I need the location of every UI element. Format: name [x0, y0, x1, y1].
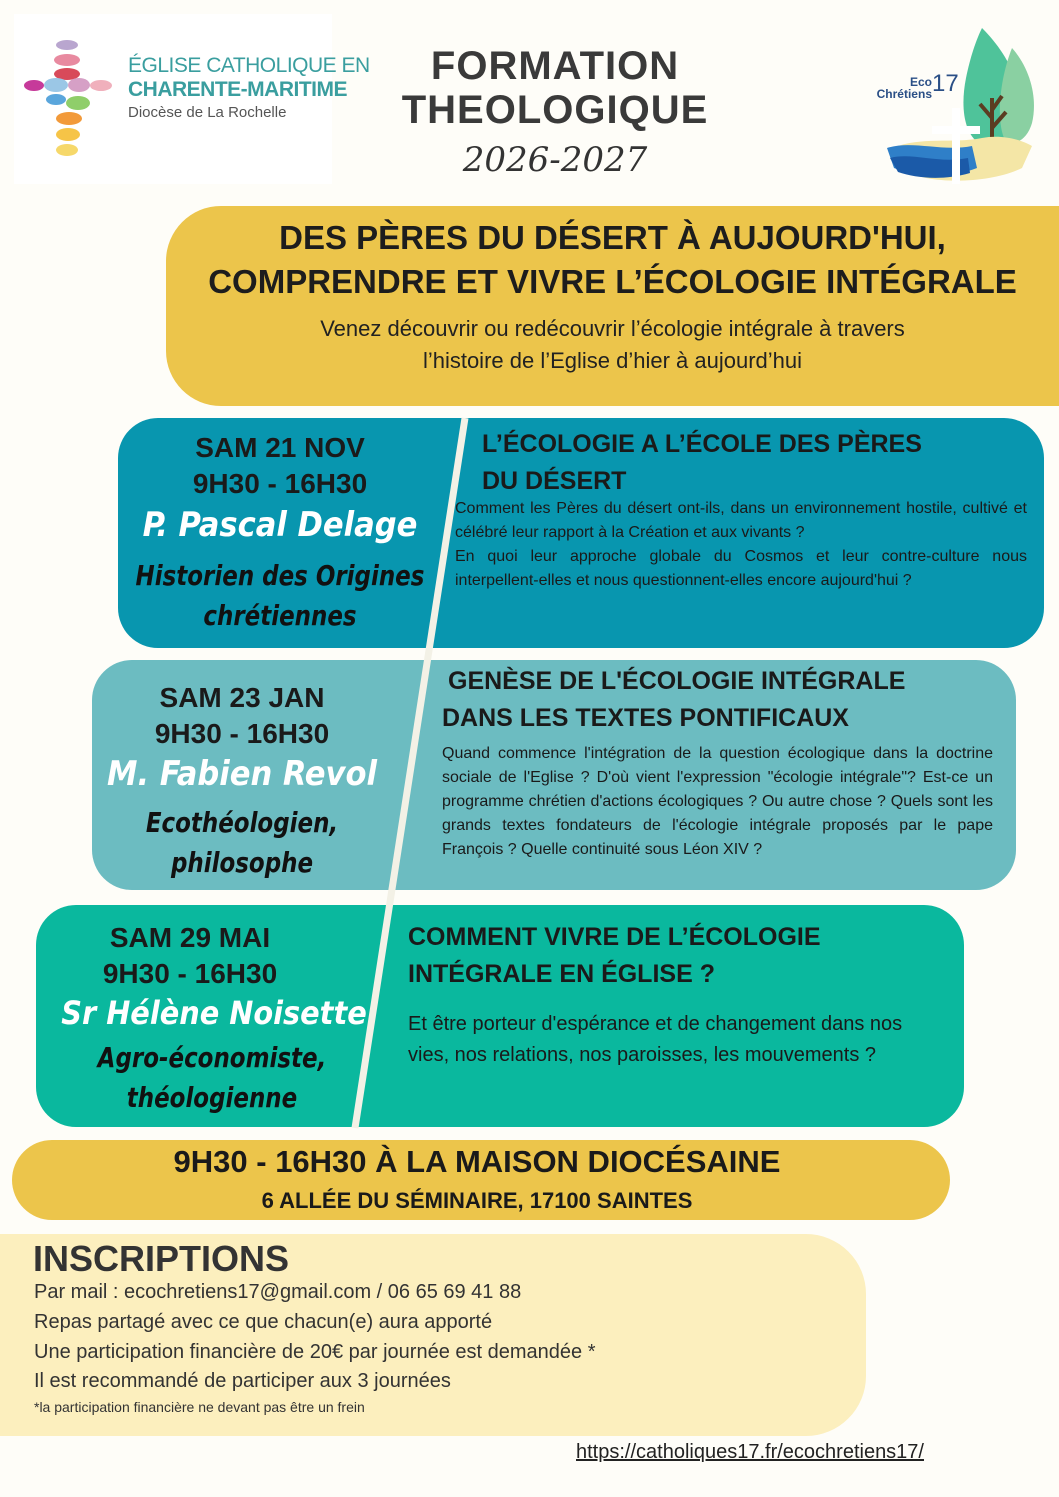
- session-3-day: SAM 29 MAI: [109, 922, 271, 953]
- session-1-description-p1: Comment les Pères du désert ont-ils, dans un environnement hostile, cultivé et célébré leur rapport à la Création et aux vivants ?: [455, 500, 1027, 541]
- inscriptions-footnote: *la participation financière ne devant pas être un frein: [34, 1399, 365, 1415]
- org-name-line1: ÉGLISE CATHOLIQUE EN: [128, 54, 370, 77]
- session-1-day: SAM 21 NOV: [195, 432, 365, 463]
- session-3-role-line2: théologienne: [126, 1081, 298, 1114]
- page-title-line2: THEOLOGIQUE: [401, 88, 709, 132]
- session-3-speaker: Sr Hélène Noisette: [61, 994, 367, 1032]
- session-1-role-line1: Historien des Origines: [135, 559, 425, 592]
- banner-title-line1: DES PÈRES DU DÉSERT À AUJOURD'HUI,: [279, 219, 946, 256]
- session-2-hours: 9H30 - 16H30: [154, 718, 330, 749]
- inscriptions-fee: Une participation financière de 20€ par journée est demandée *: [34, 1341, 596, 1363]
- academic-years: 2026-2027: [462, 140, 648, 180]
- session-2-day: SAM 23 JAN: [159, 682, 325, 713]
- inscriptions-contact[interactable]: Par mail : ecochretiens17@gmail.com / 06 65 69 41 88: [34, 1281, 522, 1303]
- session-1-title-line1: L’ÉCOLOGIE A L’ÉCOLE DES PÈRES: [482, 430, 922, 458]
- banner-subtitle-line2: l’histoire de l’Eglise d’hier à aujourd’hui: [422, 348, 803, 373]
- website-link[interactable]: https://catholiques17.fr/ecochretiens17/: [576, 1441, 924, 1463]
- inscriptions-title: INSCRIPTIONS: [33, 1238, 290, 1279]
- banner-title-line2: COMPRENDRE ET VIVRE L’ÉCOLOGIE INTÉGRALE: [208, 263, 1017, 300]
- session-2-speaker: M. Fabien Revol: [107, 754, 377, 794]
- eco-logo-word: Eco: [909, 75, 932, 89]
- banner-subtitle-line1: Venez découvrir ou redécouvrir l’écologie intégrale à travers: [320, 316, 905, 341]
- inscriptions-meal: Repas partagé avec ce que chacun(e) aura apporté: [34, 1311, 493, 1333]
- session-2-role-line1: Ecothéologien,: [145, 806, 339, 839]
- venue-address: 6 ALLÉE DU SÉMINAIRE, 17100 SAINTES: [261, 1188, 693, 1213]
- inscriptions-recommendation: Il est recommandé de participer aux 3 journées: [34, 1370, 451, 1392]
- session-3-hours: 9H30 - 16H30: [102, 958, 278, 989]
- session-3-title-line2: INTÉGRALE EN ÉGLISE ?: [408, 960, 715, 988]
- session-2-title-line2: DANS LES TEXTES PONTIFICAUX: [442, 704, 849, 732]
- eco-logo-number: 17: [932, 70, 959, 97]
- session-3-title-line1: COMMENT VIVRE DE L’ÉCOLOGIE: [408, 923, 821, 951]
- session-3-description: Et être porteur d'espérance et de changement dans nos vies, nos relations, nos paroisses, les mouvements ?: [408, 1013, 903, 1066]
- session-1-role-line2: chrétiennes: [203, 599, 357, 632]
- eco-logo-word2: Chrétiens: [876, 87, 932, 101]
- session-1-description-p2: En quoi leur approche globale du Cosmos et leur contre-culture nous interpellent-elles et nous questionnent-elles encore aujourd'hui ?: [455, 548, 1027, 589]
- page-title-line1: FORMATION: [430, 44, 680, 88]
- session-2-title-line1: GENÈSE DE L'ÉCOLOGIE INTÉGRALE: [448, 667, 906, 695]
- session-1-title-line2: DU DÉSERT: [482, 467, 627, 495]
- org-name-line2: CHARENTE-MARITIME: [128, 77, 347, 101]
- session-2-description: Quand commence l'intégration de la question écologique dans la doctrine sociale de l'Eglise ? D'où vient l'expression "écologie intégrale"? Est-ce un programme chrétien d'actions écologiques ? Ou autre chose ? Quels sont les grands textes fondateurs de l'écologie intégrale proposés par le pape François ? Quelle continuité sous Léon XIV ?: [442, 745, 993, 858]
- session-1-hours: 9H30 - 16H30: [192, 468, 368, 499]
- session-1-speaker: P. Pascal Delage: [142, 505, 418, 545]
- venue-hours-place: 9H30 - 16H30 À LA MAISON DIOCÉSAINE: [173, 1144, 781, 1179]
- session-3-role-line1: Agro-économiste,: [97, 1041, 327, 1074]
- session-2-role-line2: philosophe: [170, 846, 314, 879]
- org-name-line3: Diocèse de La Rochelle: [128, 104, 287, 122]
